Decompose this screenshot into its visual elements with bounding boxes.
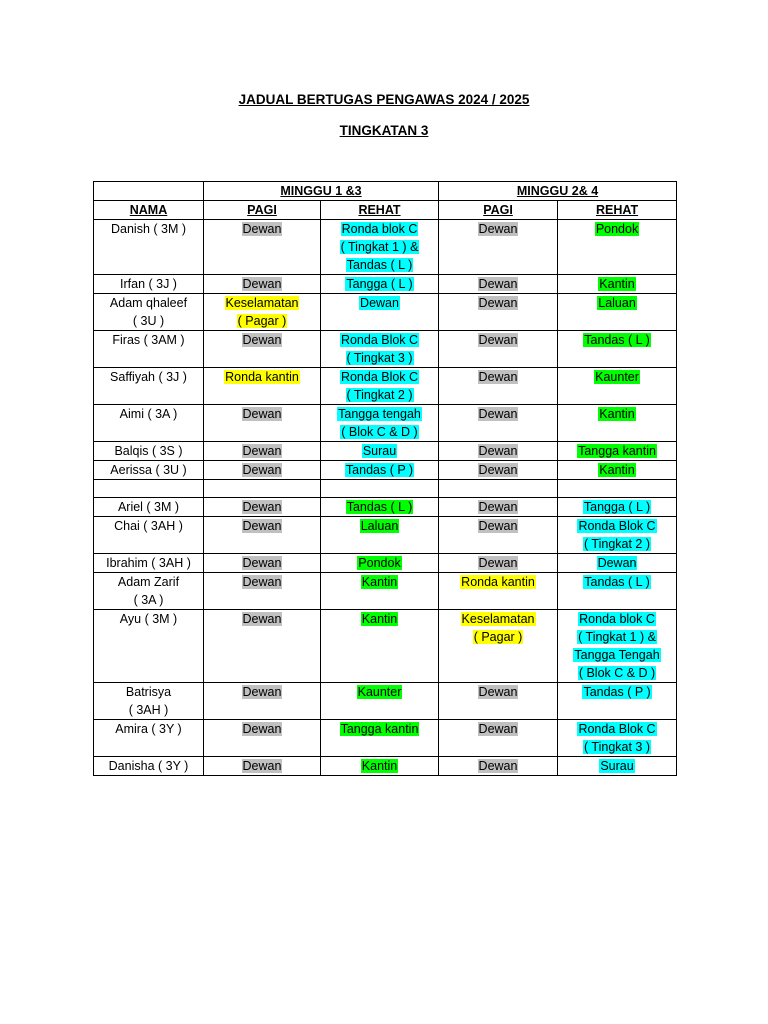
rehat-week-2-4-cell [558,683,677,720]
duty-location-highlight: ( Tingkat 3 ) [584,740,651,754]
duty-location-line [204,610,320,628]
student-name-cell [94,610,204,683]
table-row-spacer [94,480,677,498]
duty-location-line [439,498,557,516]
duty-location-line [321,683,438,701]
duty-location-line [204,461,320,479]
duty-location-highlight: Keselamatan [225,296,299,310]
duty-location-line [321,386,438,404]
duty-location-highlight: Tandas ( L ) [584,575,650,589]
duty-location-line [439,294,557,312]
duty-location-highlight: Dewan [478,519,518,533]
rehat-week-2-4-cell [558,573,677,610]
duty-location-line [439,720,557,738]
pagi-week-1-3-cell [204,461,321,480]
duty-location-line [558,573,676,591]
student-name-line: Firas ( 3AM ) [112,333,185,347]
rehat-week-1-3-cell [321,517,439,554]
duty-location-line [439,368,557,386]
empty-cell [94,480,204,498]
duty-location-line [204,220,320,238]
pagi-week-1-3-cell [204,405,321,442]
rehat-week-1-3-cell [321,610,439,683]
pagi-week-2-4-cell [439,220,558,275]
duty-location-line [321,294,438,312]
rehat-week-2-4-cell [558,461,677,480]
rehat-week-2-4-cell [558,554,677,573]
duty-location-highlight: Kantin [599,463,635,477]
duty-location-highlight: Dewan [478,407,518,421]
duty-location-highlight: Kantin [361,759,398,773]
duty-location-line [439,610,557,628]
duty-location-line [558,646,676,664]
duty-location-line [558,664,676,682]
rehat-week-2-4-cell [558,275,677,294]
duty-location-line [321,461,438,479]
pagi-week-2-4-cell [439,275,558,294]
table-row [94,757,677,776]
duty-location-highlight: Dewan [242,222,282,236]
pagi-week-1-3-cell [204,720,321,757]
duty-location-highlight: Laluan [598,296,636,310]
header-nama: NAMA [94,201,204,220]
duty-location-line [558,738,676,756]
student-name-cell [94,331,204,368]
duty-location-highlight: ( Tingkat 2 ) [584,537,651,551]
duty-location-highlight: Ronda Blok C [578,722,656,736]
duty-location-highlight: Dewan [242,444,282,458]
document-subtitle: TINGKATAN 3 [339,123,429,138]
duty-location-highlight: Tandas ( P ) [583,685,651,699]
duty-location-highlight: Tangga kantin [578,444,656,458]
duty-location-line [321,238,438,256]
duty-location-line [204,405,320,423]
duty-location-line [321,368,438,386]
student-name-cell [94,275,204,294]
student-name-line: Adam Zarif [117,575,180,589]
duty-location-line [321,220,438,238]
duty-location-highlight: Dewan [478,556,518,570]
duty-location-highlight: Tandas ( P ) [345,463,414,477]
duty-location-highlight: ( Tingkat 3 ) [346,351,413,365]
duty-location-line [321,498,438,516]
header-row-columns [94,201,677,220]
header-week-1-3: MINGGU 1 &3 [204,182,439,201]
student-name-line: Balqis ( 3S ) [114,444,183,458]
rehat-week-1-3-cell [321,683,439,720]
duty-location-highlight: Dewan [242,463,282,477]
student-name-cell [94,368,204,405]
duty-location-highlight: Ronda Blok C [578,519,656,533]
pagi-week-2-4-cell [439,720,558,757]
duty-location-highlight: Dewan [597,556,637,570]
duty-location-line [321,442,438,460]
duty-location-line [439,683,557,701]
duty-location-highlight: Surau [362,444,397,458]
rehat-week-1-3-cell [321,294,439,331]
rehat-week-1-3-cell [321,331,439,368]
header-pagi-1: PAGI [204,201,321,220]
pagi-week-2-4-cell [439,405,558,442]
duty-location-highlight: Tandas ( L ) [584,333,650,347]
duty-location-highlight: ( Pagar ) [237,314,287,328]
header-rehat-2: REHAT [558,201,677,220]
student-name-cell [94,720,204,757]
rehat-week-2-4-cell [558,517,677,554]
duty-location-highlight: Dewan [478,222,518,236]
duty-location-line [321,331,438,349]
header-pagi-2: PAGI [439,201,558,220]
duty-location-highlight: ( Blok C & D ) [341,425,418,439]
duty-location-highlight: Kantin [599,407,635,421]
duty-location-line [204,368,320,386]
student-name-line: Adam qhaleef [109,296,188,310]
duty-location-line [439,554,557,572]
duty-location-line [204,683,320,701]
pagi-week-2-4-cell [439,757,558,776]
duty-location-line [558,720,676,738]
duty-location-highlight: Laluan [360,519,399,533]
duty-location-line [204,573,320,591]
pagi-week-1-3-cell [204,220,321,275]
duty-location-line [558,405,676,423]
table-row [94,461,677,480]
pagi-week-2-4-cell [439,368,558,405]
table-row [94,554,677,573]
rehat-week-2-4-cell [558,368,677,405]
student-name-line: Chai ( 3AH ) [114,519,183,533]
duty-location-line [321,349,438,367]
student-name-cell [94,517,204,554]
duty-location-line [558,331,676,349]
duty-location-line [321,554,438,572]
duty-location-line [321,573,438,591]
rehat-week-1-3-cell [321,498,439,517]
duty-location-highlight: Tangga Tengah [574,648,660,662]
duty-location-line [439,628,557,646]
duty-location-line [204,442,320,460]
rehat-week-1-3-cell [321,368,439,405]
duty-location-line [439,442,557,460]
duty-location-line [204,275,320,293]
student-name-line: Ayu ( 3M ) [119,612,178,626]
duty-location-highlight: Pondok [595,222,639,236]
rehat-week-1-3-cell [321,461,439,480]
student-name-line: ( 3U ) [132,314,165,328]
header-rehat-1: REHAT [321,201,439,220]
duty-location-line [204,757,320,775]
duty-location-highlight: Tangga tengah [338,407,421,421]
duty-location-highlight: Kaunter [357,685,402,699]
pagi-week-2-4-cell [439,331,558,368]
duty-location-highlight: Dewan [478,759,518,773]
duty-location-line [204,498,320,516]
empty-cell [439,480,558,498]
header-row-weeks [94,182,677,201]
rehat-week-2-4-cell [558,294,677,331]
student-name-cell [94,442,204,461]
table-row [94,220,677,275]
rehat-week-2-4-cell [558,498,677,517]
student-name-cell [94,498,204,517]
pagi-week-2-4-cell [439,294,558,331]
duty-location-line [439,517,557,535]
duty-location-highlight: Tandas ( L ) [346,500,413,514]
duty-location-highlight: Kantin [361,612,398,626]
duty-location-highlight: Tangga ( L ) [346,277,413,291]
pagi-week-1-3-cell [204,610,321,683]
duty-location-highlight: Dewan [478,444,518,458]
header-blank-cell [94,182,204,201]
student-name-cell [94,461,204,480]
duty-location-highlight: Tangga kantin [340,722,419,736]
duty-location-highlight: ( Pagar ) [473,630,523,644]
duty-location-line [321,405,438,423]
rehat-week-2-4-cell [558,442,677,461]
rehat-week-1-3-cell [321,275,439,294]
rehat-week-2-4-cell [558,720,677,757]
duty-location-line [558,554,676,572]
duty-location-highlight: Dewan [242,759,282,773]
duty-location-line [558,683,676,701]
student-name-cell [94,757,204,776]
duty-location-highlight: Kaunter [595,370,639,384]
table-row [94,720,677,757]
duty-location-line [204,517,320,535]
duty-location-highlight: Tandas ( L ) [346,258,413,272]
duty-location-line [558,757,676,775]
student-name-line: ( 3AH ) [128,703,169,717]
duty-location-line [321,720,438,738]
empty-cell [204,480,321,498]
duty-location-highlight: Dewan [478,296,518,310]
duty-location-highlight: Kantin [599,277,635,291]
duty-location-line [321,423,438,441]
empty-cell [321,480,439,498]
duty-location-line [439,405,557,423]
student-name-cell [94,554,204,573]
document-title: JADUAL BERTUGAS PENGAWAS 2024 / 2025 [238,92,530,107]
pagi-week-2-4-cell [439,498,558,517]
duty-location-line [439,220,557,238]
duty-location-line [439,757,557,775]
pagi-week-1-3-cell [204,573,321,610]
duty-location-line [558,368,676,386]
duty-location-line [558,461,676,479]
pagi-week-1-3-cell [204,498,321,517]
duty-location-highlight: Dewan [242,333,282,347]
student-name-cell [94,573,204,610]
table-row [94,405,677,442]
duty-location-highlight: Dewan [242,685,282,699]
duty-location-highlight: Dewan [242,500,282,514]
duty-location-highlight: ( Blok C & D ) [578,666,656,680]
table-row [94,368,677,405]
duty-location-line [321,517,438,535]
duty-location-line [558,628,676,646]
schedule-body [94,220,677,776]
duty-location-highlight: Dewan [242,575,282,589]
table-row [94,331,677,368]
duty-location-highlight: Dewan [242,722,282,736]
duty-location-highlight: Dewan [242,277,282,291]
rehat-week-1-3-cell [321,720,439,757]
duty-location-line [439,331,557,349]
pagi-week-1-3-cell [204,368,321,405]
rehat-week-2-4-cell [558,220,677,275]
table-row [94,610,677,683]
pagi-week-1-3-cell [204,554,321,573]
duty-location-line [204,294,320,312]
header-week-2-4: MINGGU 2& 4 [439,182,677,201]
pagi-week-1-3-cell [204,683,321,720]
pagi-week-2-4-cell [439,442,558,461]
student-name-line: Irfan ( 3J ) [120,277,177,291]
duty-location-highlight: Ronda blok C [341,222,418,236]
duty-location-line [439,573,557,591]
duty-location-highlight: Pondok [358,556,401,570]
duty-location-highlight: Kantin [361,575,398,589]
student-name-line: Danisha ( 3Y ) [108,759,189,773]
student-name-cell [94,294,204,331]
duty-location-highlight: Dewan [360,296,399,310]
student-name-line: Danish ( 3M ) [110,222,187,236]
duty-location-highlight: Dewan [478,370,518,384]
duty-location-highlight: Dewan [478,685,518,699]
duty-location-highlight: Dewan [478,333,518,347]
duty-location-line [321,256,438,274]
rehat-week-2-4-cell [558,757,677,776]
duty-location-highlight: ( Tingkat 2 ) [346,388,413,402]
duty-location-highlight: Surau [600,759,634,773]
duty-location-highlight: Tangga ( L ) [583,500,651,514]
duty-location-highlight: Dewan [478,500,518,514]
student-name-line: Ariel ( 3M ) [117,500,180,514]
pagi-week-1-3-cell [204,757,321,776]
rehat-week-1-3-cell [321,442,439,461]
rehat-week-1-3-cell [321,220,439,275]
pagi-week-2-4-cell [439,461,558,480]
table-row [94,275,677,294]
duty-location-line [439,275,557,293]
pagi-week-2-4-cell [439,517,558,554]
duty-location-line [321,757,438,775]
duty-location-line [558,610,676,628]
duty-location-line [321,275,438,293]
student-name-line: Aimi ( 3A ) [119,407,178,421]
rehat-week-2-4-cell [558,331,677,368]
duty-location-highlight: Dewan [242,556,282,570]
duty-location-line [558,220,676,238]
duty-location-line [558,498,676,516]
rehat-week-2-4-cell [558,610,677,683]
duty-location-highlight: Dewan [242,519,282,533]
duty-location-highlight: Dewan [478,277,518,291]
student-name-cell [94,683,204,720]
pagi-week-2-4-cell [439,573,558,610]
student-name-line: Ibrahim ( 3AH ) [106,556,191,570]
duty-location-line [204,554,320,572]
duty-location-line [439,461,557,479]
pagi-week-2-4-cell [439,554,558,573]
duty-location-highlight: Dewan [478,463,518,477]
empty-cell [558,480,677,498]
rehat-week-2-4-cell [558,405,677,442]
duty-location-highlight: Ronda blok C [579,612,655,626]
duty-location-highlight: Keselamatan [461,612,535,626]
duty-location-line [558,535,676,553]
pagi-week-2-4-cell [439,683,558,720]
duty-location-highlight: Ronda Blok C [340,370,419,384]
student-name-cell [94,405,204,442]
pagi-week-1-3-cell [204,517,321,554]
pagi-week-1-3-cell [204,275,321,294]
table-row [94,294,677,331]
duty-location-line [558,442,676,460]
student-name-line: Batrisya [125,685,172,699]
table-row [94,573,677,610]
duty-location-highlight: ( Tingkat 1 ) & [578,630,656,644]
pagi-week-2-4-cell [439,610,558,683]
student-name-line: ( 3A ) [133,593,164,607]
pagi-week-1-3-cell [204,442,321,461]
student-name-line: Saffiyah ( 3J ) [110,370,187,384]
pagi-week-1-3-cell [204,294,321,331]
duty-location-line [558,517,676,535]
duty-location-highlight: Ronda Blok C [340,333,419,347]
duty-location-highlight: Ronda kantin [461,575,535,589]
student-name-line: Aerissa ( 3U ) [110,463,187,477]
duty-location-line [321,610,438,628]
student-name-cell [94,220,204,275]
duty-location-highlight: Dewan [242,407,282,421]
table-row [94,517,677,554]
duty-location-line [558,275,676,293]
pagi-week-1-3-cell [204,331,321,368]
duty-location-highlight: Dewan [478,722,518,736]
duty-location-line [558,294,676,312]
duty-location-line [204,720,320,738]
rehat-week-1-3-cell [321,573,439,610]
rehat-week-1-3-cell [321,757,439,776]
student-name-line: Amira ( 3Y ) [115,722,182,736]
table-row [94,442,677,461]
duty-location-highlight: Ronda kantin [225,370,299,384]
table-row [94,683,677,720]
duty-location-line [204,312,320,330]
table-row [94,498,677,517]
duty-schedule-table [93,181,677,776]
duty-location-highlight: ( Tingkat 1 ) & [340,240,419,254]
duty-location-line [204,331,320,349]
rehat-week-1-3-cell [321,554,439,573]
duty-location-highlight: Dewan [242,612,282,626]
rehat-week-1-3-cell [321,405,439,442]
